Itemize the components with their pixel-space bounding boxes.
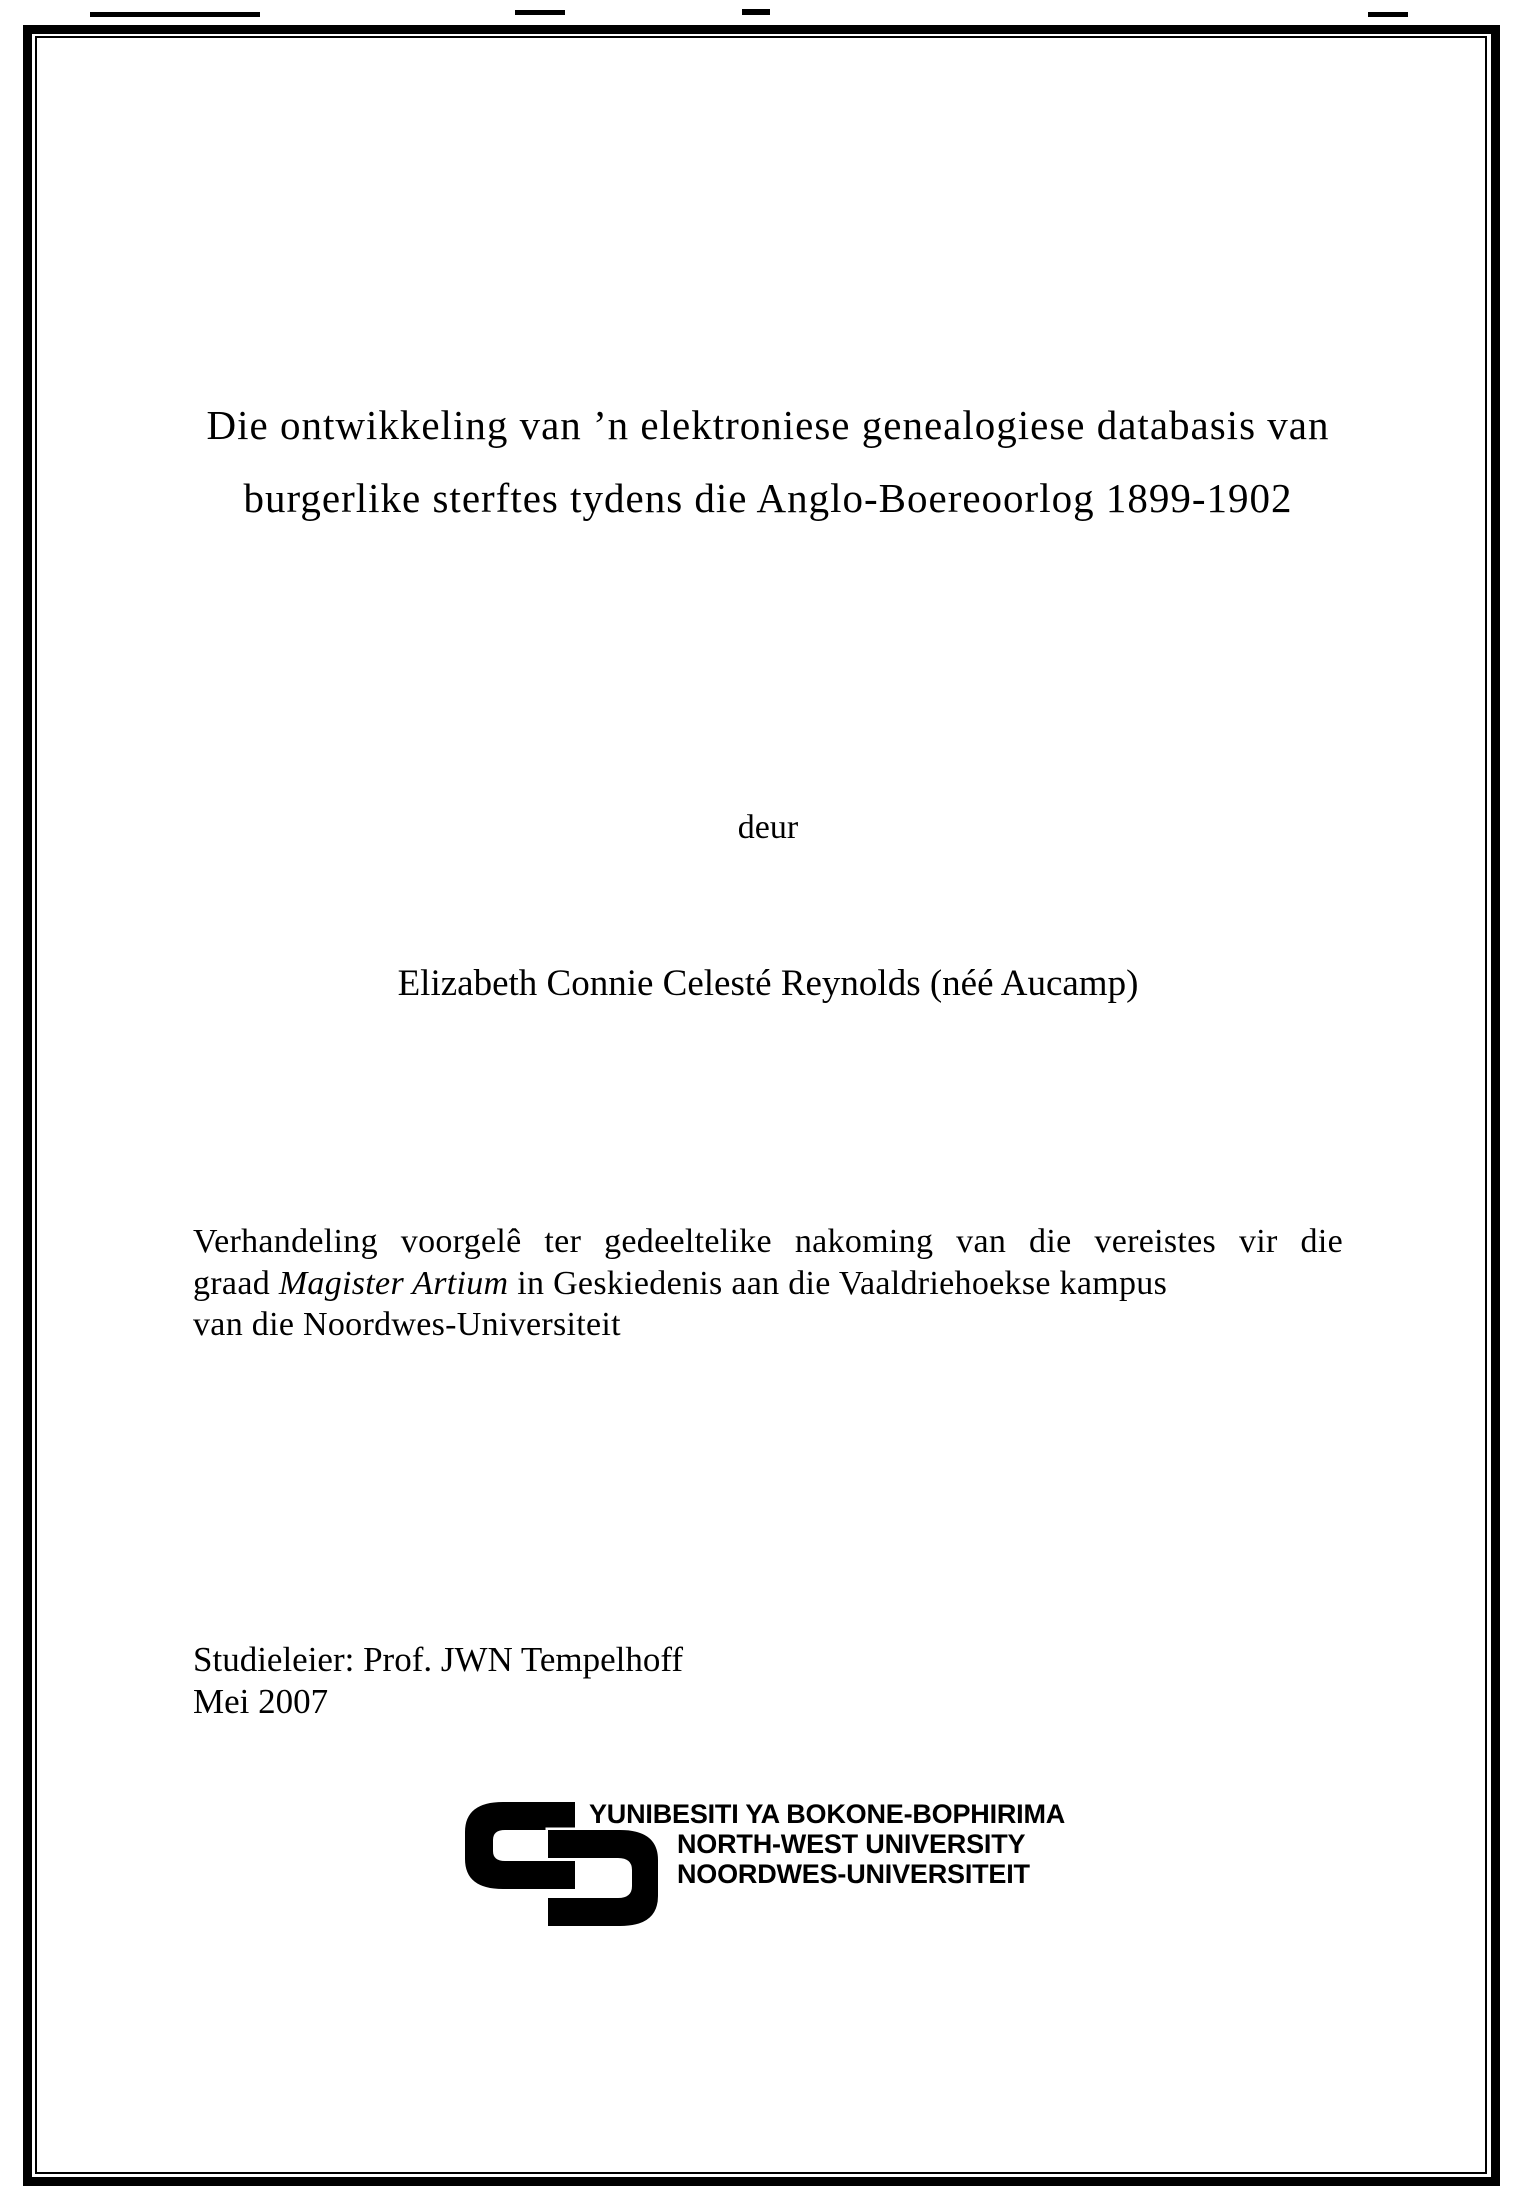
scan-speck: [515, 10, 565, 15]
thesis-title: [193, 389, 1343, 535]
university-logo-text: [589, 1799, 1065, 1889]
thesis-title-line1: Die ontwikkeling van ’n elektroniese genealogiese databasis van: [206, 402, 1330, 448]
logo-text-afrikaans: NOORDWES-UNIVERSITEIT: [677, 1859, 1030, 1889]
degree-statement-line2: [193, 1263, 1343, 1305]
date-line: Mei 2007: [193, 1682, 329, 1721]
supervisor-line: Studieleier: Prof. JWN Tempelhoff: [193, 1640, 684, 1679]
scan-speck: [90, 12, 260, 17]
author-name: Elizabeth Connie Celesté Reynolds (néé Aucamp): [397, 963, 1139, 1004]
thesis-title-line2: burgerlike sterftes tydens die Anglo-Boereoorlog 1899-1902: [243, 475, 1293, 521]
byline-label: deur: [737, 809, 799, 846]
logo-text-english: NORTH-WEST UNIVERSITY: [677, 1829, 1026, 1859]
supervisor-block: [193, 1639, 683, 1723]
degree-statement-line3: van die Noordwes-Universiteit: [193, 1306, 621, 1343]
degree-statement-line2-prefix: graad: [193, 1264, 279, 1302]
scan-speck: [1368, 12, 1408, 17]
logo-text-setswana: YUNIBESITI YA BOKONE-BOPHIRIMA: [589, 1799, 1066, 1829]
degree-name-italic: Magister Artium: [278, 1264, 509, 1302]
degree-statement-line2-suffix: in Geskiedenis aan die Vaaldriehoekse kampus: [508, 1264, 1168, 1302]
scan-speck: [742, 9, 770, 15]
degree-statement-line1: Verhandeling voorgelê ter gedeeltelike nakoming van die vereistes vir die: [193, 1223, 1343, 1260]
degree-statement: [193, 1221, 1343, 1346]
